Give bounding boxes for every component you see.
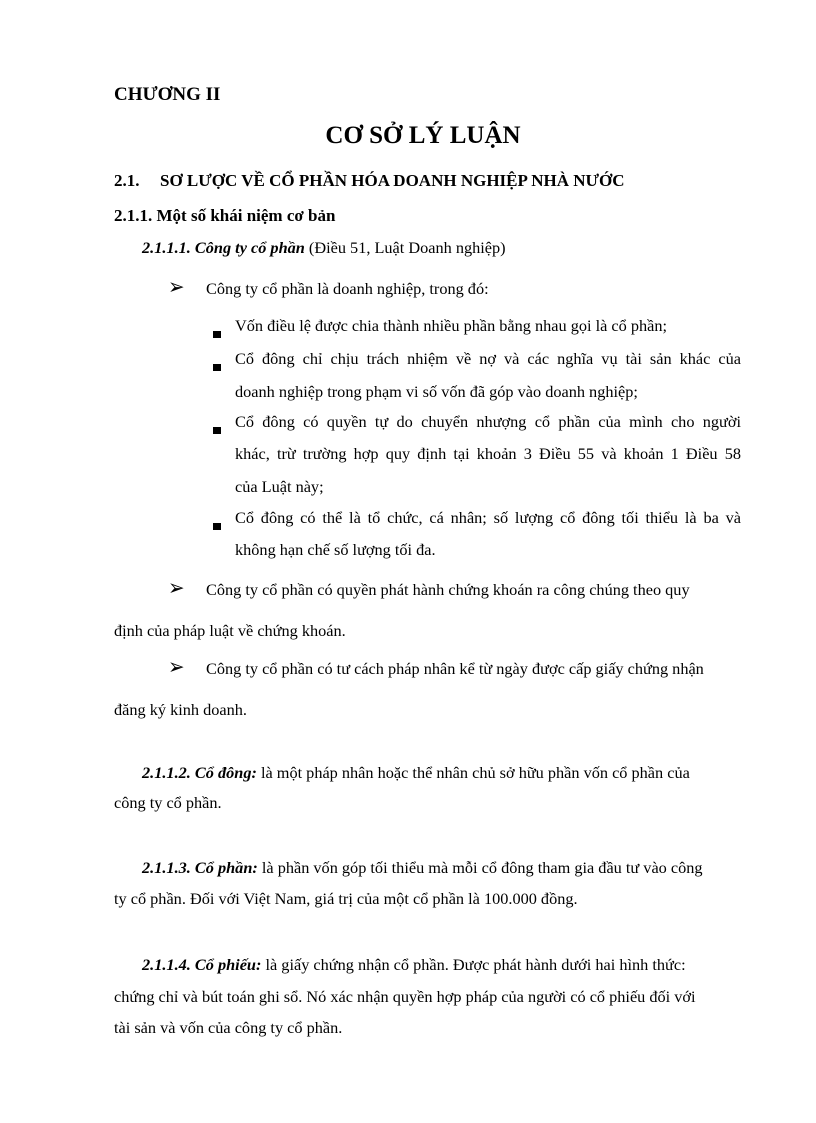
subsection-heading: 2.1.1. Một số khái niệm cơ bản (114, 206, 336, 225)
bullet-3-line-2-wrap (235, 444, 741, 464)
square-bullet-icon (213, 427, 221, 434)
definition-4-line-1 (142, 955, 686, 975)
definition-2-term: 2.1.1.2. Cổ đông: (142, 763, 257, 782)
definition-4-text: là giấy chứng nhận cổ phần. Được phát hành dưới hai hình thức: (261, 955, 686, 974)
section-title: SƠ LƯỢC VỀ CỔ PHẦN HÓA DOANH NGHIỆP NHÀ NƯỚC (160, 171, 625, 190)
arrow-bullet-icon: ➢ (168, 655, 185, 680)
arrow-bullet-icon: ➢ (168, 576, 185, 601)
definition-2-line-1 (142, 763, 690, 783)
bullet-2-line-1: Cổ đông chỉ chịu trách nhiệm về nợ và các nghĩa vụ tài sản khác của (235, 349, 741, 368)
definition-4-term: 2.1.1.4. Cổ phiếu: (142, 955, 262, 974)
bullet-item-2 (213, 356, 221, 376)
square-bullet-icon (213, 331, 221, 338)
definition-3-line-1 (142, 858, 703, 878)
point-3-line-2: đăng ký kinh doanh. (114, 700, 247, 719)
bullet-item-1 (213, 323, 221, 343)
bullet-item-3 (213, 419, 221, 439)
definition-1-term: 2.1.1.1. Công ty cổ phần (142, 238, 305, 257)
bullet-3-line-3: của Luật này; (235, 477, 324, 496)
arrow-point-2 (166, 576, 690, 601)
bullet-3-line-1-wrap (235, 412, 741, 432)
arrow-point-1 (166, 275, 489, 300)
definition-2-line-2: công ty cổ phần. (114, 793, 222, 812)
bullet-3-line-1: Cổ đông có quyền tự do chuyển nhượng cổ phần của mình cho người (235, 412, 741, 431)
bullet-2-line-2: doanh nghiệp trong phạm vi số vốn đã góp vào doanh nghiệp; (235, 382, 638, 401)
definition-4-line-2: chứng chỉ và bút toán ghi sổ. Nó xác nhận quyền hợp pháp của người có cổ phiếu đối với (114, 987, 696, 1006)
square-bullet-icon (213, 364, 221, 371)
chapter-label: CHƯƠNG II (114, 84, 221, 105)
arrow-point-3 (166, 655, 704, 680)
chapter-title: CƠ SỞ LÝ LUẬN (325, 122, 521, 149)
bullet-4-line-1: Cổ đông có thể là tổ chức, cá nhân; số lượng cổ đông tối thiểu là ba và (235, 508, 741, 527)
bullet-item-4 (213, 515, 221, 535)
bullet-1-text: Vốn điều lệ được chia thành nhiều phần bằng nhau gọi là cổ phần; (235, 316, 668, 335)
bullet-3-line-2: khác, trừ trường hợp quy định tại khoản 3 Điều 55 và khoản 1 Điều 58 (235, 444, 741, 463)
point-2-line-2: định của pháp luật về chứng khoán. (114, 621, 346, 640)
definition-2-text: là một pháp nhân hoặc thể nhân chủ sở hữu phần vốn cổ phần của (256, 763, 690, 782)
point-3-line-1: Công ty cổ phần có tư cách pháp nhân kể từ ngày được cấp giấy chứng nhận (206, 659, 704, 678)
bullet-2-line-1-wrap (235, 349, 741, 369)
definition-4-line-3: tài sản và vốn của công ty cổ phần. (114, 1018, 343, 1037)
definition-3-text: là phần vốn góp tối thiểu mà mỗi cổ đông tham gia đầu tư vào công (257, 858, 703, 877)
definition-3-term: 2.1.1.3. Cổ phần: (142, 858, 258, 877)
point-1-text: Công ty cổ phần là doanh nghiệp, trong đó: (206, 279, 489, 298)
section-heading (114, 171, 625, 191)
definition-1-reference: (Điều 51, Luật Doanh nghiệp) (304, 238, 506, 257)
definition-1-heading (142, 238, 506, 258)
point-2-line-1: Công ty cổ phần có quyền phát hành chứng khoán ra công chúng theo quy (206, 580, 690, 599)
arrow-bullet-icon: ➢ (168, 275, 185, 300)
bullet-4-line-1-wrap (235, 508, 741, 528)
definition-3-line-2: ty cổ phần. Đối với Việt Nam, giá trị của một cổ phần là 100.000 đồng. (114, 889, 578, 908)
bullet-4-line-2: không hạn chế số lượng tối đa. (235, 540, 436, 559)
section-number: 2.1. (114, 171, 140, 190)
square-bullet-icon (213, 523, 221, 530)
